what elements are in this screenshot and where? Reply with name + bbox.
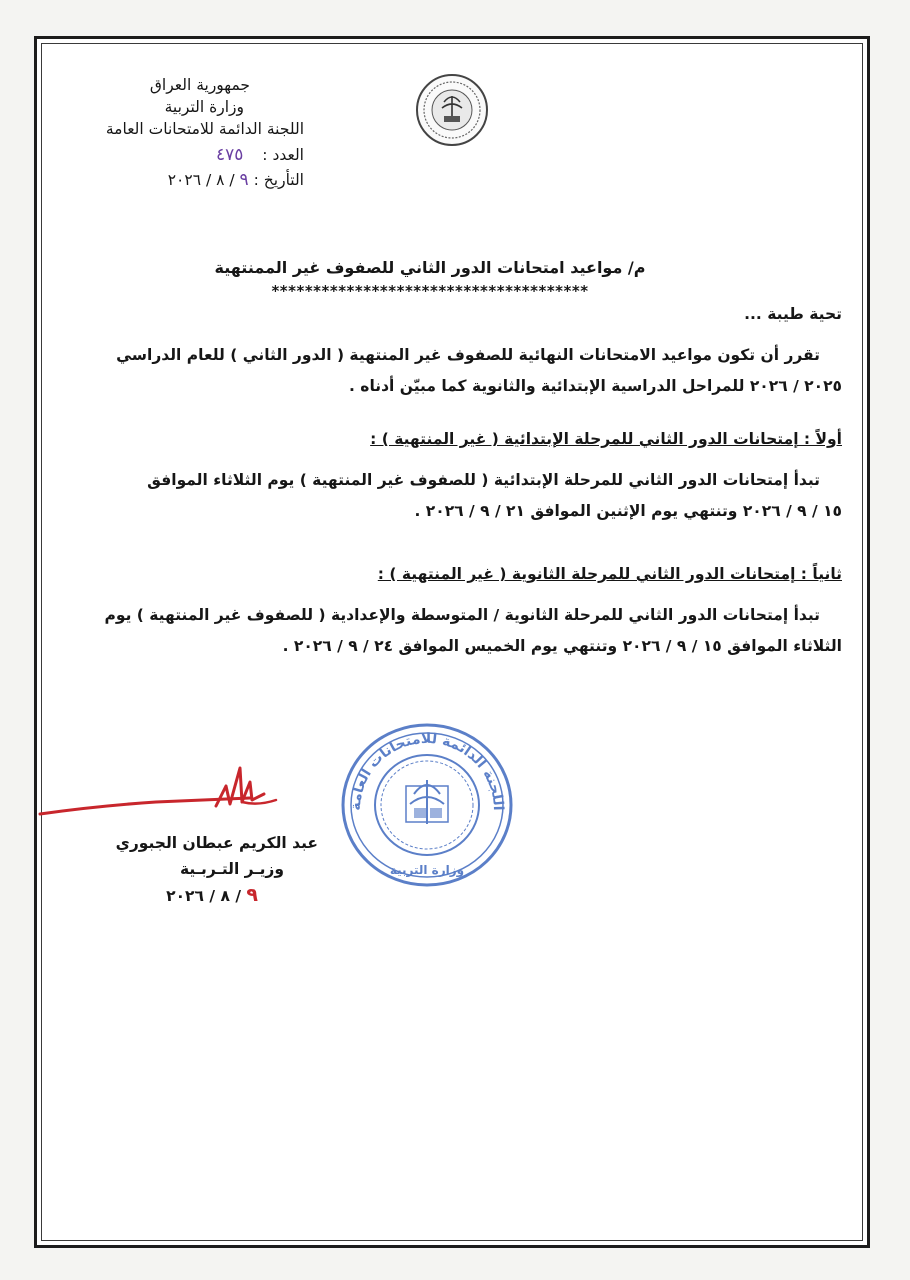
- signature-scribble-icon: [36, 756, 286, 828]
- ministry-emblem-icon: [414, 72, 490, 148]
- number-label: العدد :: [262, 146, 304, 164]
- date-day: ٩: [239, 170, 249, 190]
- signature-date-day: ٩: [246, 884, 258, 906]
- section1-line-1: تبدأ إمتحانات الدور الثاني للمرحلة الإبتدائية ( للصفوف غير المنتهية ) يوم الثلاثاء الموافق: [147, 471, 820, 489]
- section2-line-2: الثلاثاء الموافق ١٥ / ٩ / ٢٠٢٦ وتنتهي يوم الخميس الموافق ٢٤ / ٩ / ٢٠٢٦ .: [282, 637, 842, 655]
- stars-divider: **************************************: [271, 282, 589, 300]
- header-committee: اللجنة الدائمة للامتحانات العامة: [105, 120, 304, 138]
- section2-line-1: تبدأ إمتحانات الدور الثاني للمرحلة الثانوية / المتوسطة والإعدادية ( للصفوف غير المنتهية ) يوم: [104, 606, 820, 624]
- signature-date: [68, 884, 258, 906]
- header-number: [216, 145, 304, 165]
- date-rest: / ٨ / ٢٠٢٦: [167, 171, 235, 189]
- date-label: التأريخ :: [253, 171, 304, 189]
- greeting: تحية طيبة ...: [744, 305, 842, 323]
- signatory-title: وزيـر التـربـية: [180, 860, 284, 878]
- official-stamp-icon: [338, 720, 516, 890]
- section1-line-2: ١٥ / ٩ / ٢٠٢٦ وتنتهي يوم الإثنين الموافق ٢١ / ٩ / ٢٠٢٦ .: [414, 502, 842, 520]
- number-value: ٤٧٥: [215, 145, 244, 165]
- header-date: [168, 170, 304, 190]
- section1-paragraph: [60, 465, 842, 527]
- intro-paragraph: [60, 340, 842, 402]
- signatory-name: عبد الكريم عبطان الجبوري: [115, 834, 318, 852]
- header-republic: جمهورية العراق: [149, 76, 250, 94]
- section2-paragraph: [60, 600, 842, 662]
- intro-line-1: تقرر أن تكون مواعيد الامتحانات النهائية للصفوف غير المنتهية ( الدور الثاني ) للعام الدراسي: [116, 346, 820, 364]
- section2-heading: ثانياً : إمتحانات الدور الثاني للمرحلة الثانوية ( غير المنتهية ) :: [377, 565, 842, 583]
- signature-date-rest: / ٨ / ٢٠٢٦: [166, 887, 241, 905]
- subject-line: م/ مواعيد امتحانات الدور الثاني للصفوف غير الممنتهية: [214, 258, 646, 277]
- stamp-bottom-text: وزارة التربية: [389, 863, 465, 877]
- section1-heading: أولاً : إمتحانات الدور الثاني للمرحلة الإبتدائية ( غير المنتهية ) :: [370, 430, 842, 448]
- intro-line-2: ٢٠٢٥ / ٢٠٢٦ للمراحل الدراسية الإبتدائية والثانوية كما مبيّن أدناه .: [349, 377, 842, 395]
- header-ministry: وزارة التربية: [164, 98, 244, 116]
- stamp-outer-text: اللجنة الدائمة للامتحانات العامة: [347, 730, 507, 811]
